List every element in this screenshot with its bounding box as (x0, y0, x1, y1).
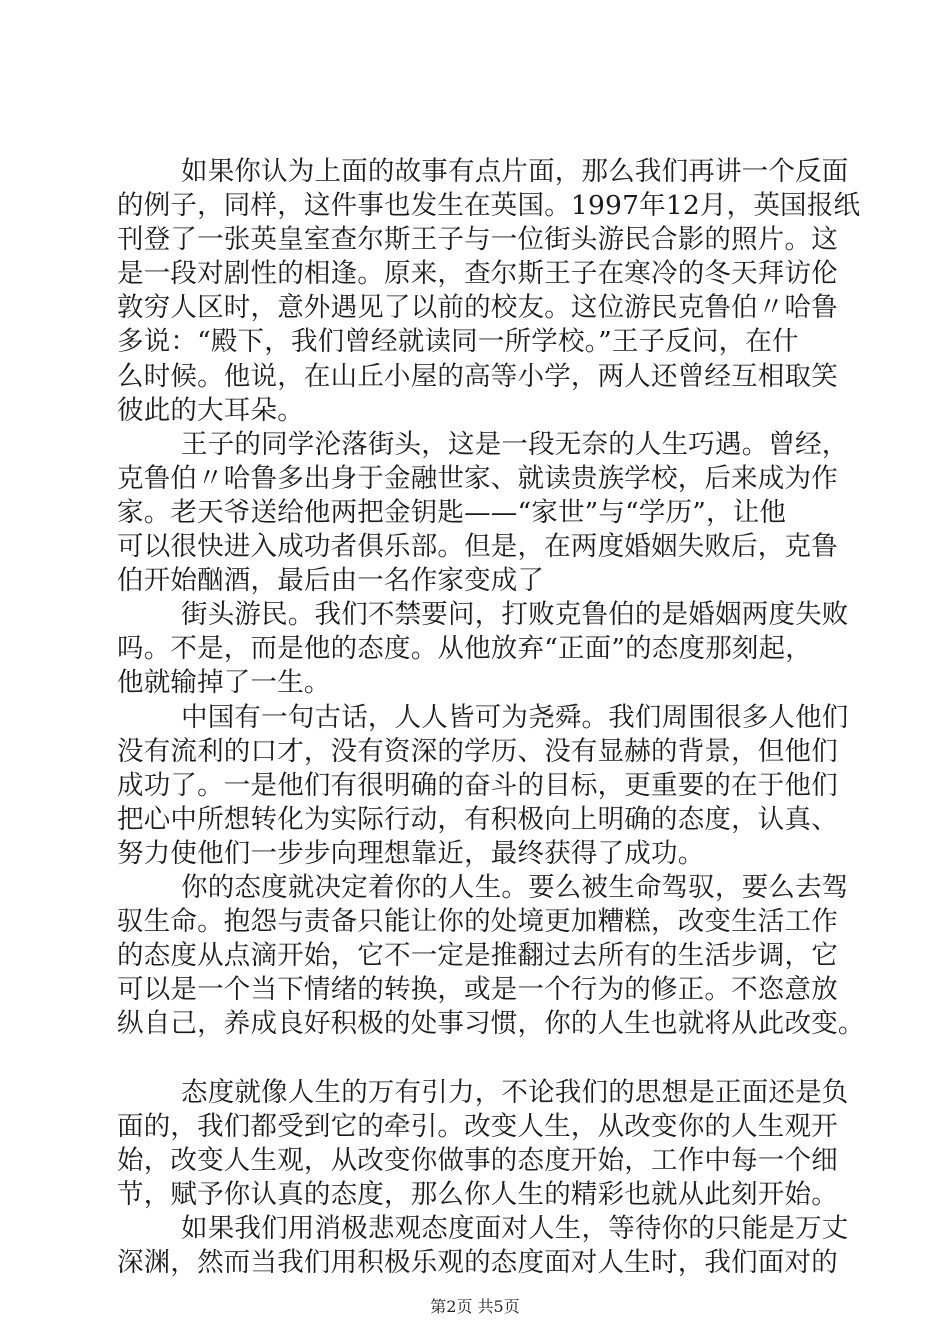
text-line: 可以很快进入成功者俱乐部。但是，在两度婚姻失败后，克鲁 (117, 531, 838, 563)
text-line: 面的，我们都受到它的牵引。改变人生，从改变你的人生观开 (117, 1110, 838, 1142)
text-line: 的例子，同样，这件事也发生在英国。1997年12月，英国报纸 (117, 190, 861, 222)
text-line: 可以是一个当下情绪的转换，或是一个行为的修正。不恣意放 (117, 974, 838, 1006)
text-line: 你的态度就决定着你的人生。要么被生命驾驭，要么去驾 (181, 871, 849, 903)
text-line: 始，改变人生观，从改变你做事的态度开始，工作中每一个细 (117, 1144, 838, 1176)
text-line: 的态度从点滴开始，它不一定是推翻过去所有的生活步调，它 (117, 940, 838, 972)
text-line: 中国有一句古话，人人皆可为尧舜。我们周围很多人他们 (181, 701, 849, 733)
text-line: 深渊，然而当我们用积极乐观的态度面对人生时，我们面对的 (117, 1247, 838, 1278)
text-line: 家。老天爷送给他两把金钥匙——“家世”与“学历”，让他 (117, 496, 787, 528)
text-line: 吗。不是，而是他的态度。从他放弃“正面”的态度那刻起， (117, 633, 812, 665)
text-line: 么时候。他说，在山丘小屋的高等小学，两人还曾经互相取笑 (117, 360, 838, 392)
text-line: 驭生命。抱怨与责备只能让你的处境更加糟糕，改变生活工作 (117, 906, 838, 938)
text-line: 彼此的大耳朵。 (117, 394, 304, 426)
blank-line (117, 1041, 857, 1075)
text-line: 刊登了一张英皇室查尔斯王子与一位街头游民合影的照片。这 (117, 224, 838, 256)
text-line: 王子的同学沦落街头，这是一段无奈的人生巧遇。曾经， (181, 428, 849, 460)
text-line: 敦穷人区时，意外遇见了以前的校友。这位游民克鲁伯〃哈鲁 (117, 292, 838, 324)
text-line: 伯开始酗酒，最后由一名作家变成了 (117, 565, 545, 597)
text-line: 把心中所想转化为实际行动，有积极向上明确的态度，认真、 (117, 803, 838, 835)
text-line: 纵自己，养成良好积极的处事习惯，你的人生也就将从此改变。 (117, 1008, 865, 1040)
text-line: 如果我们用消极悲观态度面对人生，等待你的只能是万丈 (181, 1212, 849, 1244)
document-body (117, 155, 865, 1280)
text-line: 节，赋予你认真的态度，那么你人生的精彩也就从此刻开始。 (117, 1178, 838, 1210)
text-line: 没有流利的口才，没有资深的学历、没有显赫的背景，但他们 (117, 735, 838, 767)
text-line: 努力使他们一步步向理想靠近，最终获得了成功。 (117, 837, 705, 869)
text-line: 态度就像人生的万有引力，不论我们的思想是正面还是负 (181, 1076, 849, 1108)
text-line: 他就输掉了一生。 (117, 667, 331, 699)
text-line: 成功了。一是他们有很明确的奋斗的目标，更重要的在于他们 (117, 769, 838, 801)
text-line: 多说：“殿下，我们曾经就读同一所学校。”王子反问，在什 (117, 326, 799, 358)
text-line: 街头游民。我们不禁要问，打败克鲁伯的是婚姻两度失败 (181, 599, 849, 631)
text-line: 如果你认为上面的故事有点片面，那么我们再讲一个反面 (181, 156, 849, 187)
text-line: 克鲁伯〃哈鲁多出身于金融世家、就读贵族学校，后来成为作 (117, 462, 838, 494)
page-footer: 第2页 共5页 (430, 1297, 520, 1316)
text-line: 是一段对剧性的相逢。原来，查尔斯王子在寒冷的冬天拜访伦 (117, 258, 838, 290)
